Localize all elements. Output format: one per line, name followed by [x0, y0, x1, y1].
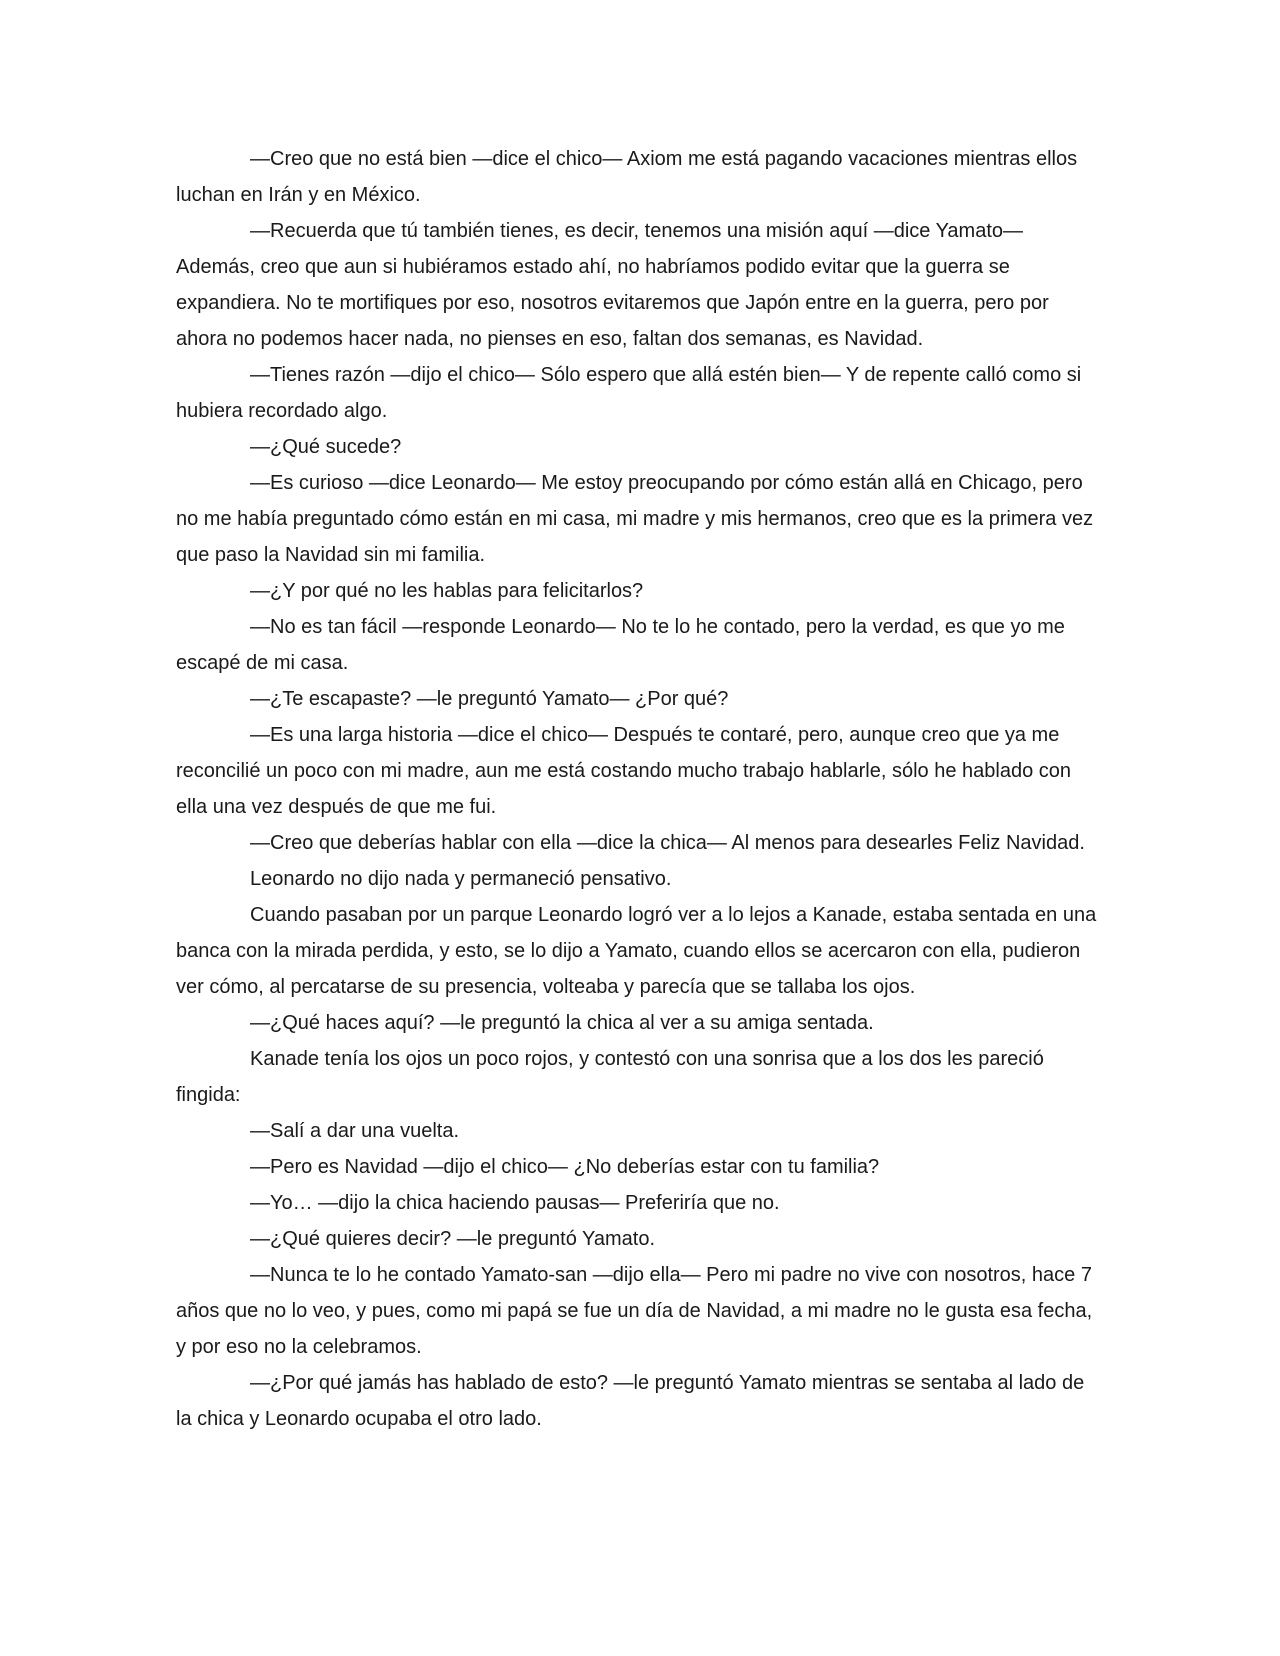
paragraph: —Nunca te lo he contado Yamato-san —dijo ella— Pero mi padre no vive con nosotros, hace 7 años que no lo veo, y pues, como mi papá se fue un día de Navidad, a mi madre no le gusta esa fecha, y por eso no la celebramos. — [176, 1264, 1093, 1358]
text-body — [176, 141, 1100, 1437]
paragraph: Cuando pasaban por un parque Leonardo logró ver a lo lejos a Kanade, estaba sentada en una banca con la mirada perdida, y esto, se lo dijo a Yamato, cuando ellos se acercaron con ella, pudieron ver cómo, al percatarse de su presencia, volteaba y parecía que se tallaba los ojos. — [176, 904, 1097, 998]
paragraph: —Yo… —dijo la chica haciendo pausas— Preferiría que no. — [250, 1192, 780, 1214]
paragraph: —¿Te escapaste? —le preguntó Yamato— ¿Por qué? — [250, 688, 729, 710]
paragraph: —¿Por qué jamás has hablado de esto? —le preguntó Yamato mientras se sentaba al lado de la chica y Leonardo ocupaba el otro lado. — [176, 1372, 1085, 1430]
paragraph: —Tienes razón —dijo el chico— Sólo espero que allá estén bien— Y de repente calló como si hubiera recordado algo. — [176, 364, 1082, 422]
paragraph: —¿Qué quieres decir? —le preguntó Yamato. — [250, 1228, 656, 1250]
paragraph: Leonardo no dijo nada y permaneció pensativo. — [250, 868, 672, 890]
paragraph: —¿Qué haces aquí? —le preguntó la chica al ver a su amiga sentada. — [250, 1012, 874, 1034]
paragraph: —No es tan fácil —responde Leonardo— No te lo he contado, pero la verdad, es que yo me escapé de mi casa. — [176, 616, 1065, 674]
paragraph: —Es una larga historia —dice el chico— Después te contaré, pero, aunque creo que ya me reconcilié un poco con mi madre, aun me está costando mucho trabajo hablarle, sólo he hablado con ella una vez después de que me fui. — [176, 724, 1071, 818]
paragraph: Kanade tenía los ojos un poco rojos, y contestó con una sonrisa que a los dos les pareció fingida: — [176, 1048, 1044, 1106]
paragraph: —Creo que deberías hablar con ella —dice la chica— Al menos para desearles Feliz Navidad. — [250, 832, 1085, 854]
paragraph: —¿Qué sucede? — [250, 436, 402, 458]
paragraph: —Recuerda que tú también tienes, es decir, tenemos una misión aquí —dice Yamato— Además, creo que aun si hubiéramos estado ahí, no habríamos podido evitar que la guerra se expandiera. No te mortifiques por eso, nosotros evitaremos que Japón entre en la guerra, pero por ahora no podemos hacer nada, no pienses en eso, faltan dos semanas, es Navidad. — [176, 220, 1049, 350]
paragraph: —Es curioso —dice Leonardo— Me estoy preocupando por cómo están allá en Chicago, pero no me había preguntado cómo están en mi casa, mi madre y mis hermanos, creo que es la primera vez que paso la Navidad sin mi familia. — [176, 472, 1094, 566]
paragraph: —Pero es Navidad —dijo el chico— ¿No deberías estar con tu familia? — [250, 1156, 880, 1178]
paragraph: —¿Y por qué no les hablas para felicitarlos? — [250, 580, 644, 602]
paragraph: —Creo que no está bien —dice el chico— Axiom me está pagando vacaciones mientras ellos luchan en Irán y en México. — [176, 148, 1078, 206]
paragraph: —Salí a dar una vuelta. — [250, 1120, 460, 1142]
